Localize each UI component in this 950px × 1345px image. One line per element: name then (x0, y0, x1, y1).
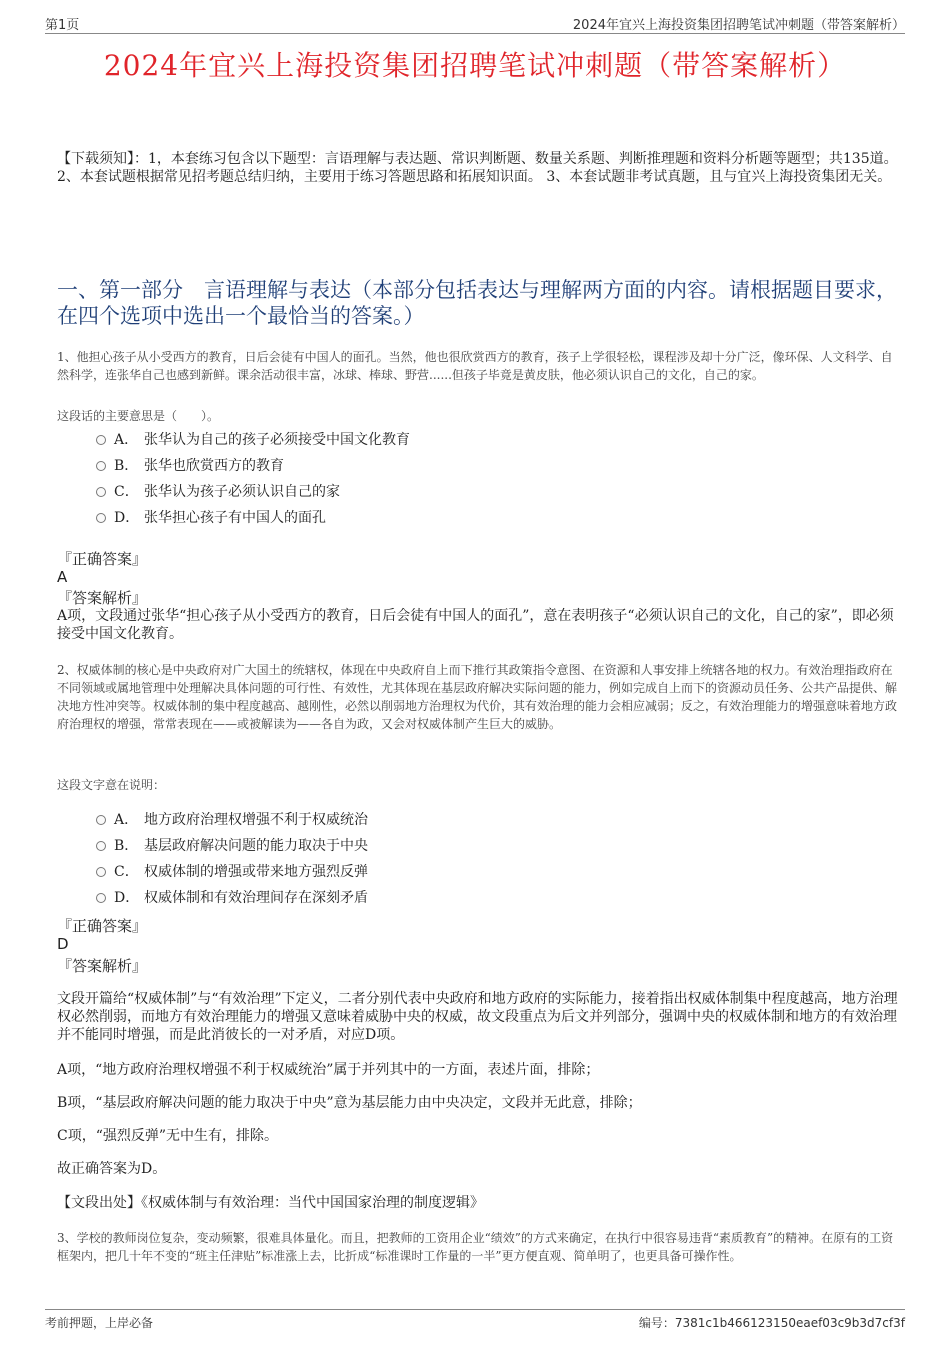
footer-slogan: 考前押题，上岸必备 (45, 1316, 154, 1330)
header-rule (45, 33, 905, 34)
footer-id-code: 7381c1b466123150eaef03c9b3d7cf3f (674, 1316, 905, 1330)
question-2-prompt: 这段文字意在说明： (57, 778, 166, 792)
q1-option-a[interactable] (96, 431, 410, 449)
radio-icon[interactable] (96, 513, 106, 523)
option-letter: C． (114, 484, 139, 500)
q2-analysis-main: 文段开篇给“权威体制”与“有效治理”下定义，二者分别代表中央政府和地方政府的实际能力，接着指出权威体制集中程度越高，地方治理权必然削弱，而地方有效治理能力的增强又意味着威胁中央的权威，故文段重点为后文并列部分，强调中央的权威体制和地方的有效治理并不能同时增强，而是此消彼长的一对矛盾，对应D项。 (57, 991, 898, 1043)
q2-analysis-c: C项，“强烈反弹”无中生有，排除。 (57, 1128, 279, 1144)
q2-source: 【文段出处】《权威体制与有效治理：当代中国国家治理的制度逻辑》 (57, 1195, 484, 1211)
option-text: 张华认为孩子必须认识自己的家 (144, 484, 340, 500)
q2-option-d[interactable] (96, 889, 368, 907)
option-letter: B． (114, 838, 139, 854)
q2-answer: D (57, 935, 69, 953)
q1-analysis: A项，文段通过张华“担心孩子从小受西方的教育，日后会徒有中国人的面孔”，意在表明孩子“必须认识自己的文化，自己的家”，即必须接受中国文化教育。 (57, 608, 894, 642)
radio-icon[interactable] (96, 435, 106, 445)
option-text: 张华认为自己的孩子必须接受中国文化教育 (144, 432, 410, 448)
q1-analysis-label: 『答案解析』 (57, 589, 148, 607)
header-doc-title: 2024年宜兴上海投资集团招聘笔试冲刺题（带答案解析） (572, 18, 905, 33)
page-number: 第1页 (45, 18, 80, 33)
q2-option-a[interactable] (96, 811, 368, 829)
section-heading: 一、第一部分 言语理解与表达（本部分包括表达与理解两方面的内容。请根据题目要求，在四个选项中选出一个最恰当的答案。） (57, 278, 897, 328)
radio-icon[interactable] (96, 461, 106, 471)
q2-analysis-b: B项，“基层政府解决问题的能力取决于中央”意为基层能力由中央决定，文段并无此意，排除； (57, 1095, 642, 1111)
radio-icon[interactable] (96, 487, 106, 497)
option-letter: A． (114, 432, 139, 448)
q1-option-b[interactable] (96, 457, 284, 475)
option-letter: A． (114, 812, 139, 828)
q2-analysis-label: 『答案解析』 (57, 957, 148, 975)
footer-id (639, 1314, 905, 1331)
question-3-stem: 3、学校的教师岗位复杂，变动频繁，很难具体量化。而且，把教师的工资用企业“绩效”的方式来确定，在执行中很容易违背“素质教育”的精神。在原有的工资框架内，把几十年不变的“班主任津贴”标准涨上去，比折成“标准课时工作量的一半”更方便直观、简单明了，也更具备可操作性。 (57, 1231, 894, 1263)
question-1-prompt: 这段话的主要意思是（ ）。 (57, 409, 220, 423)
q2-option-c[interactable] (96, 863, 368, 881)
download-notice: 【下载须知】：1，本套练习包含以下题型：言语理解与表达题、常识判断题、数量关系题、判断推理题和资料分析题等题型；共135道。 2、本套试题根据常见招考题总结归纳，主要用于练习答题思路和拓展知识面。 3、本套试题非考试真题，且与宜兴上海投资集团无关。 (57, 151, 898, 185)
radio-icon[interactable] (96, 867, 106, 877)
option-letter: B． (114, 458, 139, 474)
footer-rule (45, 1309, 905, 1310)
q1-answer-label: 『正确答案』 (57, 550, 148, 568)
q2-analysis-a: A项，“地方政府治理权增强不利于权威统治”属于并列其中的一方面，表述片面，排除； (57, 1062, 600, 1078)
radio-icon[interactable] (96, 815, 106, 825)
option-text: 张华也欣赏西方的教育 (144, 458, 284, 474)
q1-option-d[interactable] (96, 509, 326, 527)
radio-icon[interactable] (96, 893, 106, 903)
q1-option-c[interactable] (96, 483, 340, 501)
option-letter: D． (114, 890, 140, 906)
radio-icon[interactable] (96, 841, 106, 851)
option-text: 权威体制和有效治理间存在深刻矛盾 (144, 890, 368, 906)
footer-id-label: 编号： (638, 1316, 675, 1330)
option-text: 地方政府治理权增强不利于权威统治 (144, 812, 368, 828)
question-1-stem: 1、他担心孩子从小受西方的教育，日后会徒有中国人的面孔。当然，他也很欣赏西方的教育，孩子上学很轻松，课程涉及却十分广泛，像环保、人文科学、自然科学，连张华自己也感到新鲜。课余活动很丰富，冰球、棒球、野营......但孩子毕竟是黄皮肤，他必须认识自己的文化，自己的家。 (57, 350, 893, 382)
q1-answer: A (57, 568, 68, 586)
q2-option-b[interactable] (96, 837, 368, 855)
q2-answer-label: 『正确答案』 (57, 917, 148, 935)
option-letter: D． (114, 510, 140, 526)
option-text: 基层政府解决问题的能力取决于中央 (144, 838, 368, 854)
document-title: 2024年宜兴上海投资集团招聘笔试冲刺题（带答案解析） (103, 49, 847, 82)
option-letter: C． (114, 864, 139, 880)
option-text: 权威体制的增强或带来地方强烈反弹 (144, 864, 368, 880)
option-text: 张华担心孩子有中国人的面孔 (144, 510, 326, 526)
q2-conclusion: 故正确答案为D。 (57, 1161, 167, 1177)
question-2-stem: 2、权威体制的核心是中央政府对广大国土的统辖权，体现在中央政府自上而下推行其政策指令意图、在资源和人事安排上统辖各地的权力。有效治理指政府在不同领域或属地管理中处理解决具体问题的可行性、有效性，尤其体现在基层政府解决实际问题的能力，例如完成自上而下的资源动员任务、公共产品提供、解决地方性冲突等。权威体制的集中程度越高、越刚性，必然以削弱地方治理权为代价，其有效治理的能力会相应减弱；反之，有效治理能力的增强意味着地方政府治理权的增强，常常表现在——或被解读为——各自为政，又会对权威体制产生巨大的威胁。 (57, 663, 898, 731)
